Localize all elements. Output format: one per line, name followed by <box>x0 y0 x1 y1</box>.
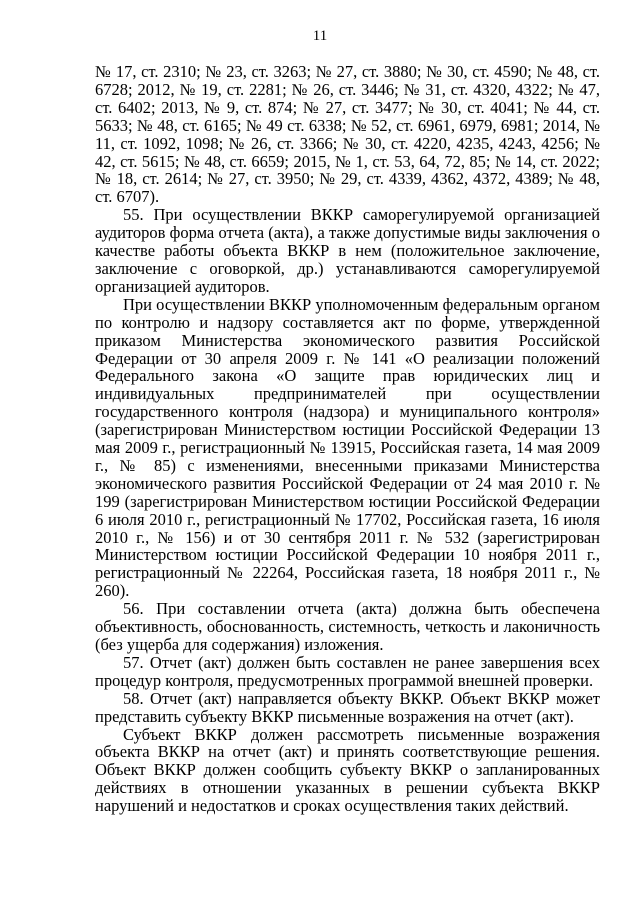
paragraph-legal-references: № 17, ст. 2310; № 23, ст. 3263; № 27, ст. 3880; № 30, ст. 4590; № 48, ст. 6728; 2012, № 19, ст. 2281; № 26, ст. 3446; № 31, ст. 4320, 4322; № 47, ст. 6402; 2013, № 9, ст. 874; № 27, ст. 3477; № 30, ст. 4041; № 44, ст. 5633; № 48, ст. 6165; № 49 ст. 6338; № 52, ст. 6961, 6979, 6981; 2014, № 11, ст. 1092, 1098; № 26, ст. 3366; № 30, ст. 4220, 4235, 4243, 4256; № 42, ст. 5615; № 48, ст. 6659; 2015, № 1, ст. 53, 64, 72, 85; № 14, ст. 2022; № 18, ст. 2614; № 27, ст. 3950; № 29, ст. 4339, 4362, 4372, 4389; № 48, ст. 6707). <box>95 62 600 207</box>
paragraph-55: 55. При осуществлении ВККР саморегулируемой организацией аудиторов форма отчета (акта), а также допустимые виды заключения о качестве работы объекта ВККР в нем (положительное заключение, заключение с оговоркой, др.) устанавливаются саморегулируемой организацией аудиторов. <box>95 205 600 296</box>
paragraph-56: 56. При составлении отчета (акта) должна быть обеспечена объективность, обоснованность, системность, четкость и лаконичность (без ущерба для содержания) изложения. <box>95 599 600 654</box>
paragraph-objections-review: Субъект ВККР должен рассмотреть письменные возражения объекта ВККР на отчет (акт) и принять соответствующие решения. Объект ВККР должен сообщить субъекту ВККР о запланированных действиях в отношении указанных в решении субъекта ВККР нарушений и недостатков и сроках осуществления таких действий. <box>95 724 600 816</box>
paragraph-57: 57. Отчет (акт) должен быть составлен не ранее завершения всех процедур контроля, предусмотренных программой внешней проверки. <box>95 652 600 690</box>
paragraph-58: 58. Отчет (акт) направляется объекту ВККР. Объект ВККР может представить субъекту ВККР письменные возражения на отчет (акт). <box>95 688 600 726</box>
document-body <box>95 63 600 815</box>
page-number: 11 <box>312 28 328 44</box>
paragraph-federal-body-act: При осуществлении ВККР уполномоченным федеральным органом по контролю и надзору составляется акт по форме, утвержденной приказом Министерства экономического развития Российской Федерации от 30 апреля 2009 г. № 141 «О реализации положений Федерального закона «О защите прав юридических лиц и индивидуальных предпринимателей при осуществлении государственного контроля (надзора) и муниципального контроля» (зарегистрирован Министерством юстиции Российской Федерации 13 мая 2009 г., регистрационный № 13915, Российская газета, 14 мая 2009 г., № 85) с изменениями, внесенными приказами Министерства экономического развития Российской Федерации от 24 мая 2010 г. № 199 (зарегистрирован Министерством юстиции Российской Федерации 6 июля 2010 г., регистрационный № 17702, Российская газета, 16 июля 2010 г., № 156) и от 30 сентября 2011 г. № 532 (зарегистрирован Министерством юстиции Российской Федерации 10 ноября 2011 г., регистрационный № 22264, Российская газета, 18 ноября 2011 г., № 260). <box>95 294 600 601</box>
